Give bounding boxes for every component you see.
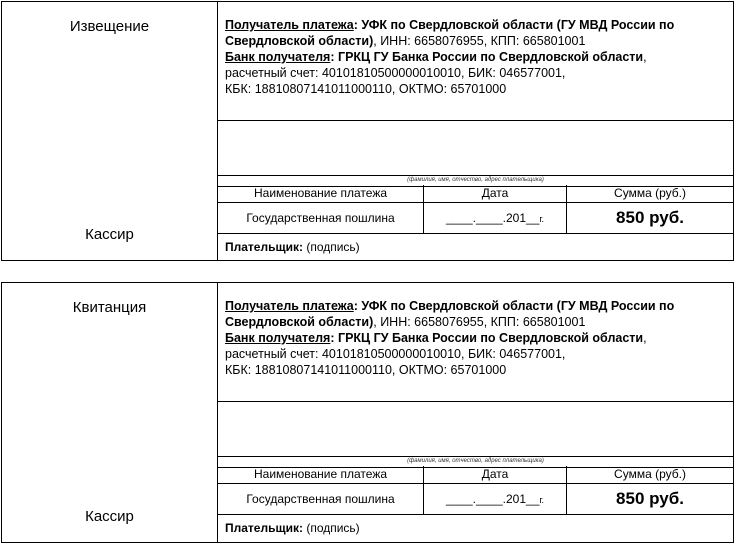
recipient-inn-kpp: , ИНН: 6658076955, КПП: 665801001 — [373, 315, 586, 329]
bank-kbk: КБК: 18810807141011000110, ОКТМО: 65701000 — [225, 363, 507, 377]
payer-caption: (фамилия, имя, отчество, адрес плательщика) — [218, 456, 733, 468]
cashier-label: Кассир — [85, 508, 134, 525]
payment-date — [424, 203, 567, 233]
notice-details — [218, 2, 733, 260]
payment-amount: 850 руб. — [616, 208, 684, 227]
payment-table — [218, 185, 733, 234]
payer-label: Плательщик: — [225, 240, 303, 254]
recipient-sep: : — [353, 299, 362, 313]
recipient-name: УФК по Свердловской области (ГУ МВД России по Свердловской области) — [225, 299, 675, 329]
date-blank: ____.____.201__ — [445, 211, 540, 225]
bank-comma: , — [643, 50, 647, 64]
bank-account: расчетный счет: 40101810500000010010, БИК: 046577001, — [225, 66, 566, 80]
col-date-header: Дата — [424, 466, 567, 483]
recipient-name: УФК по Свердловской области (ГУ МВД России по Свердловской области) — [225, 18, 675, 48]
bank-comma: , — [643, 331, 647, 345]
payment-table — [218, 466, 733, 515]
bank-name: ГРКЦ ГУ Банка России по Свердловской области — [337, 50, 644, 64]
notice-coupon — [1, 1, 734, 261]
col-name-header: Наименование платежа — [218, 185, 424, 202]
table-header-row — [218, 466, 733, 484]
receipt-title: Квитанция — [72, 299, 147, 316]
notice-side-panel — [2, 2, 218, 260]
date-blank: ____.____.201__ — [445, 492, 540, 506]
bank-account: расчетный счет: 40101810500000010010, БИК: 046577001, — [225, 347, 566, 361]
col-name-header: Наименование платежа — [218, 466, 424, 483]
payment-date — [424, 484, 567, 514]
table-row — [218, 484, 733, 514]
payer-sign-text: (подпись) — [302, 240, 360, 254]
receipt-coupon — [1, 282, 734, 543]
col-sum-header: Сумма (руб.) — [614, 467, 686, 481]
receipt-details — [218, 283, 733, 542]
payment-amount: 850 руб. — [616, 489, 684, 508]
table-row — [218, 203, 733, 233]
recipient-sep: : — [353, 18, 362, 32]
payer-signature — [225, 240, 360, 254]
col-date-header: Дата — [424, 185, 567, 202]
recipient-label: Получатель платежа — [225, 18, 354, 32]
bank-label: Банк получателя — [225, 50, 331, 64]
cashier-label: Кассир — [85, 226, 134, 243]
payer-signature — [225, 521, 360, 535]
recipient-label: Получатель платежа — [225, 299, 354, 313]
date-suffix: г. — [539, 214, 545, 224]
bank-kbk: КБК: 18810807141011000110, ОКТМО: 65701000 — [225, 82, 507, 96]
col-sum-header: Сумма (руб.) — [614, 186, 686, 200]
bank-name: ГРКЦ ГУ Банка России по Свердловской области — [337, 331, 644, 345]
recipient-inn-kpp: , ИНН: 6658076955, КПП: 665801001 — [373, 34, 586, 48]
payer-label: Плательщик: — [225, 521, 303, 535]
receipt-side-panel — [2, 283, 218, 542]
date-suffix: г. — [539, 495, 545, 505]
recipient-block — [218, 283, 733, 402]
payer-sign-text: (подпись) — [302, 521, 360, 535]
bank-sep: : — [330, 50, 338, 64]
bank-sep: : — [330, 331, 338, 345]
payment-name: Государственная пошлина — [218, 203, 424, 233]
table-header-row — [218, 185, 733, 203]
payment-name: Государственная пошлина — [218, 484, 424, 514]
notice-title: Извещение — [69, 18, 150, 35]
payer-caption: (фамилия, имя, отчество, адрес плательщика) — [218, 175, 733, 187]
recipient-block — [218, 2, 733, 121]
bank-label: Банк получателя — [225, 331, 331, 345]
